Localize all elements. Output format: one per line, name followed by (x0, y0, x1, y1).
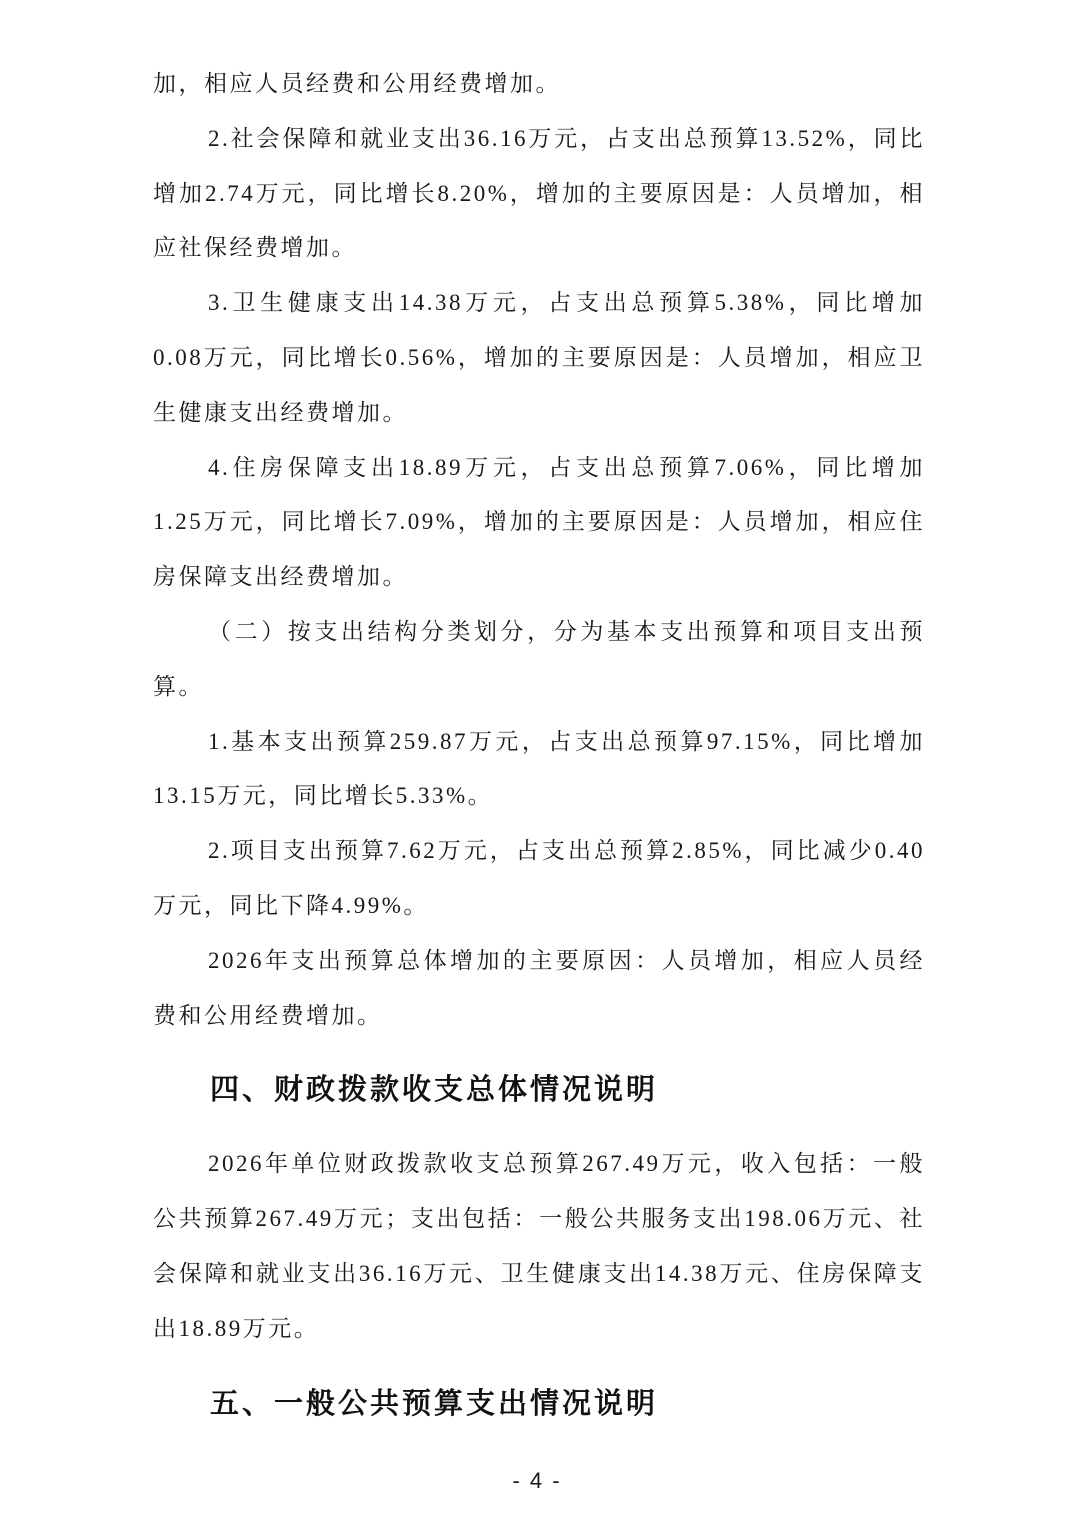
paragraph-fiscal-appropriation-summary: 2026年单位财政拨款收支总预算267.49万元，收入包括：一般公共预算267.49万元；支出包括：一般公共服务支出198.06万元、社会保障和就业支出36.16万元、卫生健康支出14.38万元、住房保障支出18.89万元。 (153, 1151, 925, 1341)
page-number: - 4 - (512, 1468, 562, 1493)
paragraph-continuation: 加，相应人员经费和公用经费增加。 (153, 71, 561, 96)
document-body (153, 57, 925, 1451)
paragraph-overall-increase-reason: 2026年支出预算总体增加的主要原因：人员增加，相应人员经费和公用经费增加。 (153, 947, 925, 1028)
paragraph-structure-classification: （二）按支出结构分类划分，分为基本支出预算和项目支出预算。 (153, 618, 925, 699)
paragraph-housing-expenditure: 4.住房保障支出18.89万元，占支出总预算7.06%，同比增加1.25万元，同比增长7.09%，增加的主要原因是：人员增加，相应住房保障支出经费增加。 (153, 454, 925, 590)
paragraph-health-expenditure: 3.卫生健康支出14.38万元，占支出总预算5.38%，同比增加0.08万元，同比增长0.56%，增加的主要原因是：人员增加，相应卫生健康支出经费增加。 (153, 290, 925, 425)
paragraph-social-security-expenditure: 2.社会保障和就业支出36.16万元，占支出总预算13.52%，同比增加2.74万元，同比增长8.20%，增加的主要原因是：人员增加，相应社保经费增加。 (153, 125, 925, 261)
section-five-heading: 五、一般公共预算支出情况说明 (210, 1387, 659, 1420)
section-four-heading: 四、财政拨款收支总体情况说明 (210, 1074, 659, 1107)
paragraph-basic-expenditure-budget: 1.基本支出预算259.87万元，占支出总预算97.15%，同比增加13.15万元，同比增长5.33%。 (153, 728, 925, 809)
paragraph-project-expenditure-budget: 2.项目支出预算7.62万元，占支出总预算2.85%，同比减少0.40万元，同比下降4.99%。 (153, 838, 925, 918)
